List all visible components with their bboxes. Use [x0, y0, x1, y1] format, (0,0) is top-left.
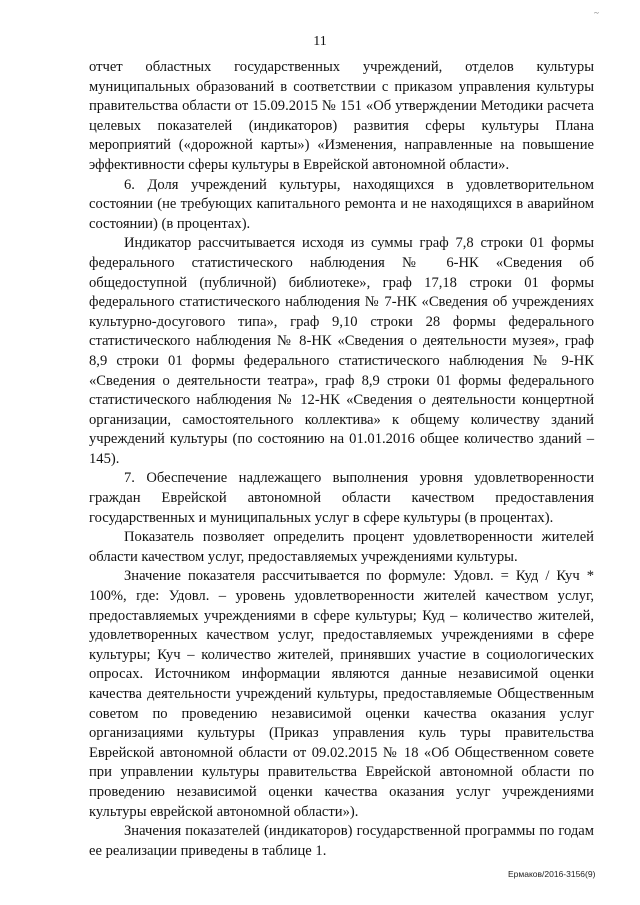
paragraph-indicator-7: 7. Обеспечение надлежащего выполнения уровня удовлетворенности граждан Еврейской автономной области качеством предоставления государственных и муниципальных услуг в сфере культуры (в процентах).: [89, 470, 594, 526]
paragraph-indicator-6: 6. Доля учреждений культуры, находящихся в удовлетворительном состоянии (не требующих капитального ремонта и не находящихся в аварийном состоянии) (в процентах).: [89, 176, 594, 232]
paragraph-indicator-7-purpose: Показатель позволяет определить процент удовлетворенности жителей области качеством услуг, предоставляемых учреждениями культуры.: [89, 529, 594, 565]
paragraph-indicator-7-formula: Значение показателя рассчитывается по формуле: Удовл. = Куд / Куч * 100%, где: Удовл. – уровень удовлетворенности жителей качеством услуг, предоставляемых учреждениями в сфере культуры; Куд – количество жителей, удовлетворенных качеством услуг, предоставляемых учреждениями в сфере культуры; Куч – количество жителей, принявших участие в социологических опросах. Источником информации являются данные независимой оценки качества деятельности учреждений культуры, предоставляемые Общественным советом по проведению независимой оценки качества оказания услуг организациями культуры (Приказ управления куль туры правительства Еврейской автономной области от 09.02.2015 № 18 «Об Общественном совете при управлении культуры правительства Еврейской автономной области по проведению независимой оценки качества оказания услуг учреждениями культуры еврейской автономной области»).: [89, 568, 594, 820]
document-body: [89, 58, 594, 861]
paragraph-report-continuation: отчет областных государственных учреждений, отделов культуры муниципальных образований в соответствии с приказом управления культуры правительства области от 15.09.2015 № 151 «Об утверждении Методики расчета целевых показателей (индикаторов) развития сферы культуры Плана мероприятий («дорожной карты») «Изменения, направленные на повышение эффективности сферы культуры в Еврейской автономной области».: [89, 59, 594, 173]
footer-document-code: Ермаков/2016-3156(9): [508, 869, 596, 879]
paragraph-indicator-6-calculation: Индикатор рассчитывается исходя из суммы граф 7,8 строки 01 формы федерального статистического наблюдения № 6-НК «Сведения об общедоступной (публичной) библиотеке», граф 17,18 строки 01 формы федерального статистического наблюдения № 7-НК «Сведения об учреждениях культурно-досугового типа», граф 9,10 строки 28 формы федерального статистического наблюдения № 8-НК «Сведения о деятельности музея», граф 8,9 строки 01 формы федерального статистического наблюдения № 9-НК «Сведения о деятельности театра», граф 8,9 строки 01 формы федерального статистического наблюдения № 12-НК «Сведения о деятельности концертной организации, самостоятельного коллектива» к общему количеству зданий учреждений культуры (по состоянию на 01.01.2016 общее количество зданий – 145).: [89, 235, 594, 467]
corner-mark: ~: [594, 8, 599, 18]
page-number: 11: [313, 34, 327, 49]
paragraph-table-reference: Значения показателей (индикаторов) государственной программы по годам ее реализации приведены в таблице 1.: [89, 823, 594, 859]
